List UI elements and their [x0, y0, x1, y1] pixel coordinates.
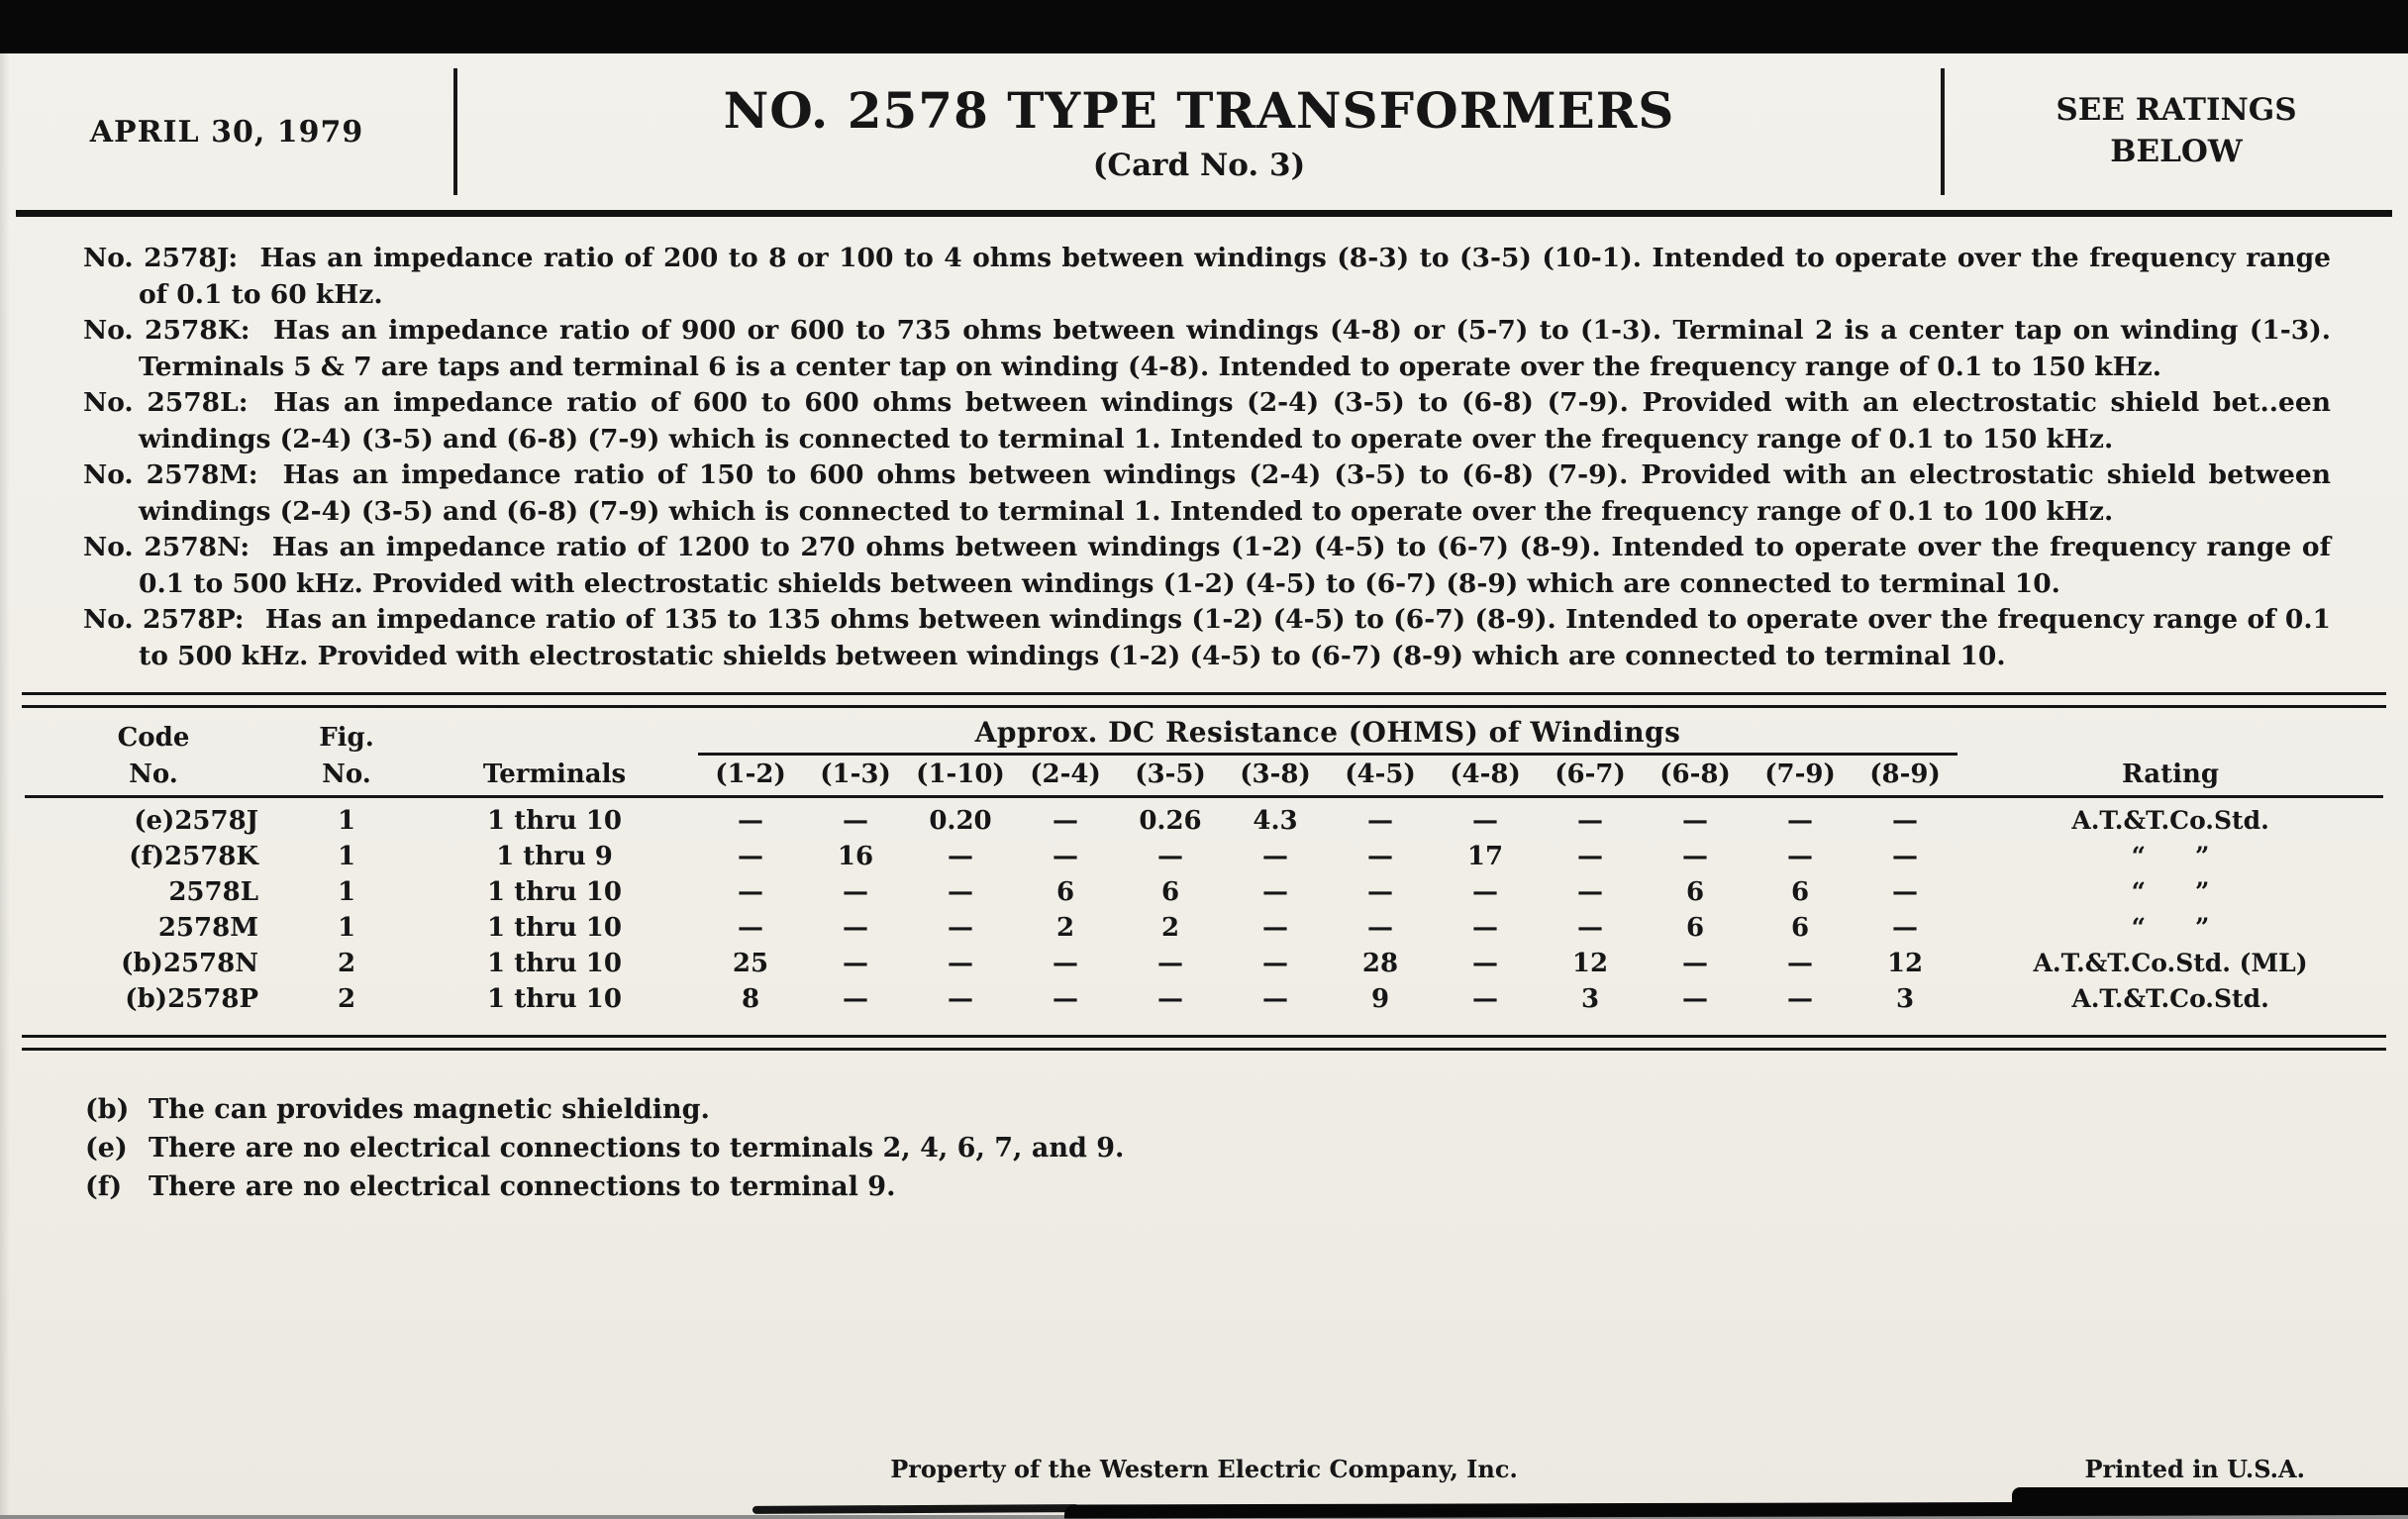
scan-top-edge: [0, 0, 2408, 53]
cell-resistance: —: [1053, 842, 1078, 871]
cell-resistance: 6: [1685, 913, 1705, 943]
cell-resistance: —: [1472, 913, 1498, 943]
transformer-description: [83, 457, 2331, 530]
col-winding: (4-5): [1328, 755, 1433, 797]
transformer-text: Has an impedance ratio of 200 to 8 or 100 to 4 ohms between windings (8-3) to (3-5) (10-1). Intended to operate over the frequency range of 0.1 to 60 kHz.: [139, 243, 2331, 310]
col-rating-spacer: [1957, 712, 2383, 755]
table-head: [25, 712, 2383, 797]
col-winding: (1-10): [908, 755, 1013, 797]
col-winding: (6-8): [1643, 755, 1748, 797]
cell-resistance: —: [1577, 806, 1603, 836]
cell-resistance: —: [1577, 877, 1603, 907]
cell-resistance: 0.20: [929, 806, 992, 836]
transformer-code: No. 2578J:: [83, 243, 239, 273]
table-row: [25, 946, 2383, 981]
cell-resistance: —: [1367, 913, 1393, 943]
cell-resistance: —: [843, 984, 868, 1014]
cell-resistance: —: [843, 949, 868, 978]
col-winding: (3-5): [1118, 755, 1223, 797]
cell-resistance: 3: [1895, 984, 1915, 1014]
table-bottom-rule: [22, 1035, 2386, 1051]
cell-resistance: 6: [1790, 913, 1810, 943]
cell-resistance: 0.26: [1139, 806, 1202, 836]
cell-resistance: —: [1892, 842, 1919, 871]
transformer-code: No. 2578M:: [83, 459, 258, 490]
cell-resistance: —: [843, 806, 868, 836]
cell-resistance: 4.3: [1253, 806, 1298, 836]
scan-bottom-corner: [2012, 1487, 2408, 1515]
cell-resistance: —: [948, 913, 973, 943]
cell-resistance: —: [1892, 806, 1919, 836]
cell-resistance: —: [1682, 984, 1708, 1014]
cell-resistance: —: [948, 949, 973, 978]
cell-code: 2578M: [157, 913, 258, 943]
cell-rating: “ ”: [2131, 913, 2210, 942]
cell-resistance: 9: [1370, 984, 1390, 1014]
transformer-text: Has an impedance ratio of 900 or 600 to 735 ohms between windings (4-8) or (5-7) to (1-3). Terminal 2 is a center tap on winding (1-3). Terminals 5 & 7 are taps and terminal 6 is a center tap on winding (4-8). Intended to operate over the frequency range of 0.1 to 150 kHz.: [139, 315, 2332, 382]
table-row: [25, 797, 2383, 840]
col-terminals-spacer: [411, 712, 698, 755]
transformer-code: No. 2578P:: [83, 604, 245, 635]
cell-resistance: 12: [1571, 949, 1609, 978]
transformer-text: Has an impedance ratio of 135 to 135 ohms between windings (1-2) (4-5) to (6-7) (8-9). Intended to operate over the frequency range of 0.1 to 500 kHz. Provided with electrostatic shields between windings (1-2) (4-5) to (6-7) (8-9) which are connected to terminal 10.: [139, 604, 2331, 671]
col-winding: (1-3): [803, 755, 908, 797]
cell-terminals: 1 thru 9: [496, 842, 613, 871]
card-title: NO. 2578 TYPE TRANSFORMERS: [723, 80, 1675, 140]
scan-artifact-blob: [752, 1504, 1079, 1514]
transformer-description: [83, 241, 2331, 313]
cell-code: (e)2578J: [134, 806, 258, 836]
cell-rating: A.T.&T.Co.Std. (ML): [2033, 949, 2308, 977]
cell-resistance: —: [1577, 913, 1603, 943]
col-winding: (3-8): [1223, 755, 1328, 797]
cell-resistance: 25: [732, 949, 769, 978]
dc-resistance-group-header: Approx. DC Resistance (OHMS) of Windings: [698, 712, 1957, 755]
property-notice: Property of the Western Electric Company, Inc.: [890, 1455, 1518, 1483]
cell-resistance: —: [1682, 842, 1708, 871]
cell-resistance: —: [843, 913, 868, 943]
cell-code: (f)2578K: [129, 842, 258, 871]
table-body: [25, 797, 2383, 1018]
footnote-mark: (e): [85, 1133, 128, 1164]
table-row: [25, 910, 2383, 946]
table-row: [25, 874, 2383, 910]
cell-resistance: —: [1787, 984, 1813, 1014]
footnote-text: There are no electrical connections to terminal 9.: [149, 1171, 896, 1202]
transformer-code: No. 2578L:: [83, 387, 249, 418]
cell-resistance: —: [1472, 949, 1498, 978]
cell-terminals: 1 thru 10: [487, 913, 622, 943]
footnote-text: There are no electrical connections to terminals 2, 4, 6, 7, and 9.: [149, 1133, 1125, 1164]
cell-terminals: 1 thru 10: [487, 984, 622, 1014]
transformer-text: Has an impedance ratio of 600 to 600 ohms between windings (2-4) (3-5) to (6-8) (7-9). Provided with an electrostatic shield bet..een windings (2-4) (3-5) and (6-8) (7-9) which is connected to terminal 1. Intended to operate over the frequency range of 0.1 to 150 kHz.: [139, 387, 2331, 455]
col-code-top: Code: [117, 722, 190, 753]
cell-terminals: 1 thru 10: [487, 877, 622, 907]
table-row: [25, 981, 2383, 1017]
footnote-text: The can provides magnetic shielding.: [149, 1094, 710, 1125]
cell-rating: A.T.&T.Co.Std.: [2071, 984, 2269, 1013]
descriptions: [0, 217, 2408, 674]
cell-resistance: —: [1472, 984, 1498, 1014]
cell-resistance: —: [948, 984, 973, 1014]
col-terminals: Terminals: [411, 755, 698, 797]
footnotes: [85, 1090, 2408, 1206]
cell-resistance: 6: [1055, 877, 1075, 907]
cell-resistance: —: [1367, 877, 1393, 907]
transformer-text: Has an impedance ratio of 150 to 600 ohms between windings (2-4) (3-5) to (6-8) (7-9). Provided with an electrostatic shield between windings (2-4) (3-5) and (6-8) (7-9) which is connected to terminal 1. Intended to operate over the frequency range of 0.1 to 100 kHz.: [139, 459, 2331, 527]
cell-rating: A.T.&T.Co.Std.: [2071, 806, 2269, 835]
cell-resistance: 28: [1361, 949, 1399, 978]
cell-fig: 1: [337, 842, 356, 871]
cell-code: (b)2578N: [121, 949, 258, 978]
cell-resistance: 6: [1160, 877, 1180, 907]
transformer-code: No. 2578K:: [83, 315, 251, 346]
cell-resistance: —: [1157, 949, 1183, 978]
cell-rating: “ ”: [2131, 877, 2210, 906]
cell-fig: 1: [337, 877, 356, 907]
card-body: [0, 217, 2408, 1206]
cell-resistance: —: [1472, 806, 1498, 836]
cell-resistance: 6: [1685, 877, 1705, 907]
cell-resistance: 3: [1580, 984, 1600, 1014]
cell-resistance: —: [1157, 984, 1183, 1014]
cell-resistance: —: [1053, 806, 1078, 836]
cell-resistance: —: [1262, 949, 1288, 978]
card-header: [0, 53, 2408, 210]
cell-resistance: —: [738, 842, 763, 871]
cell-resistance: —: [1577, 842, 1603, 871]
card-date: APRIL 30, 1979: [89, 114, 364, 150]
cell-resistance: —: [1787, 949, 1813, 978]
card-title-block: [457, 81, 1941, 183]
header-rule: [16, 210, 2392, 217]
cell-resistance: —: [1682, 806, 1708, 836]
col-rating: Rating: [1957, 755, 2383, 797]
cell-resistance: —: [948, 842, 973, 871]
cell-resistance: —: [948, 877, 973, 907]
col-winding: (8-9): [1853, 755, 1957, 797]
cell-resistance: —: [1262, 984, 1288, 1014]
cell-resistance: —: [1787, 806, 1813, 836]
ratings-note-line1: SEE RATINGS: [2056, 92, 2297, 129]
cell-resistance: —: [843, 877, 868, 907]
table-top-rule: [22, 692, 2386, 708]
cell-code: (b)2578P: [125, 984, 258, 1014]
transformer-code: No. 2578N:: [83, 532, 251, 562]
cell-resistance: —: [1262, 877, 1288, 907]
cell-resistance: —: [1472, 877, 1498, 907]
transformer-description: [83, 385, 2331, 457]
cell-terminals: 1 thru 10: [487, 806, 622, 836]
cell-rating: “ ”: [2131, 842, 2210, 870]
cell-resistance: —: [1367, 806, 1393, 836]
footnote-mark: (b): [85, 1094, 130, 1125]
col-winding: (2-4): [1013, 755, 1118, 797]
footnote: [85, 1129, 2408, 1167]
cell-fig: 1: [337, 913, 356, 943]
table-groupheader-row: [25, 712, 2383, 755]
printed-in-usa: Printed in U.S.A.: [2084, 1455, 2305, 1483]
col-winding: (4-8): [1433, 755, 1538, 797]
cell-fig: 1: [337, 806, 356, 836]
transformer-text: Has an impedance ratio of 1200 to 270 ohms between windings (1-2) (4-5) to (6-7) (8-9). Intended to operate over the frequency range of 0.1 to 500 kHz. Provided with electrostatic shields between windings (1-2) (4-5) to (6-7) (8-9) which are connected to terminal 10.: [139, 532, 2331, 599]
col-fig-top: Fig.: [319, 722, 374, 753]
table-subheader-row: [25, 755, 2383, 797]
cell-resistance: 8: [741, 984, 760, 1014]
cell-resistance: —: [1787, 842, 1813, 871]
cell-resistance: —: [1262, 913, 1288, 943]
table-row: [25, 839, 2383, 874]
cell-resistance: 17: [1466, 842, 1504, 871]
footnote-mark: (f): [85, 1171, 123, 1202]
cell-resistance: —: [1053, 949, 1078, 978]
cell-resistance: —: [1682, 949, 1708, 978]
cell-code: 2578L: [168, 877, 258, 907]
transformer-description: [83, 530, 2331, 602]
cell-resistance: 12: [1886, 949, 1924, 978]
cell-resistance: —: [738, 806, 763, 836]
col-code-bottom: No.: [25, 755, 282, 797]
cell-resistance: —: [1892, 877, 1919, 907]
cell-fig: 2: [337, 984, 356, 1014]
cell-resistance: —: [1157, 842, 1183, 871]
cell-resistance: —: [738, 877, 763, 907]
cell-resistance: 6: [1790, 877, 1810, 907]
col-winding: (6-7): [1538, 755, 1643, 797]
cell-resistance: —: [1262, 842, 1288, 871]
col-winding: (1-2): [698, 755, 803, 797]
cell-fig: 2: [337, 949, 356, 978]
col-winding: (7-9): [1748, 755, 1853, 797]
cell-resistance: 16: [837, 842, 874, 871]
card-subtitle: (Card No. 3): [1092, 147, 1306, 183]
transformer-description: [83, 602, 2331, 674]
ratings-note: [1945, 90, 2408, 173]
cell-resistance: —: [1053, 984, 1078, 1014]
resistance-table: [25, 712, 2383, 1017]
transformer-description: [83, 313, 2331, 385]
cell-resistance: —: [1892, 913, 1919, 943]
ratings-note-line2: BELOW: [2110, 134, 2243, 169]
cell-resistance: —: [738, 913, 763, 943]
footnote: [85, 1090, 2408, 1129]
col-fig-bottom: No.: [282, 755, 411, 797]
cell-terminals: 1 thru 10: [487, 949, 622, 978]
cell-resistance: 2: [1055, 913, 1075, 943]
cell-resistance: 2: [1160, 913, 1180, 943]
cell-resistance: —: [1367, 842, 1393, 871]
footnote: [85, 1167, 2408, 1206]
